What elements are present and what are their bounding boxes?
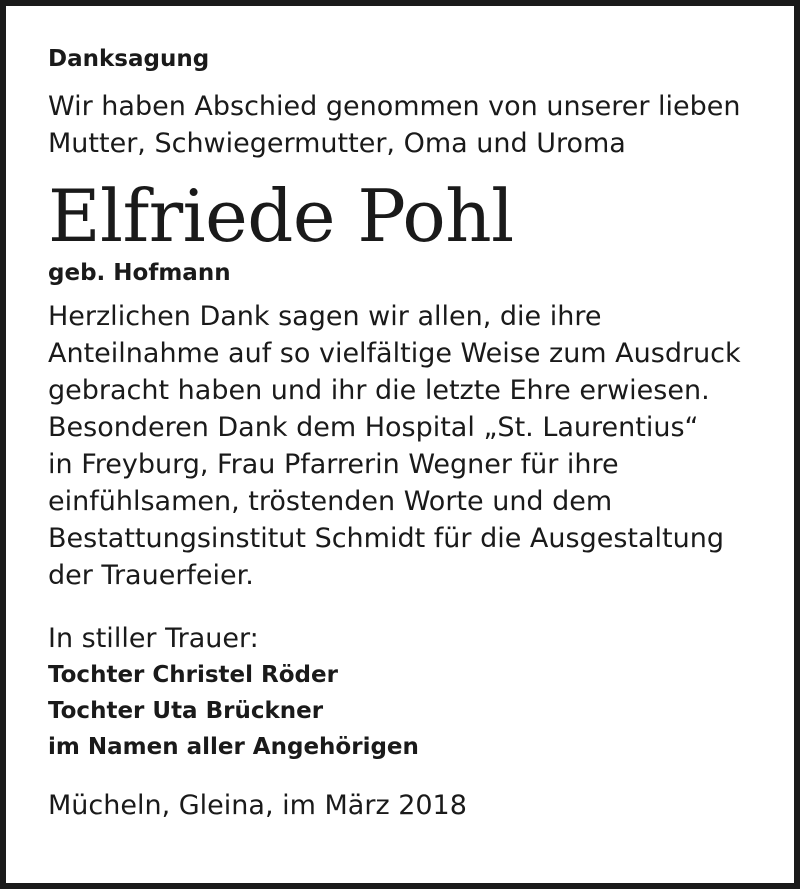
- signer-name: Tochter Uta Brückner: [48, 698, 324, 724]
- obituary-content: [48, 42, 768, 824]
- thanks-line: gebracht haben und ihr die letzte Ehre erwiesen.: [48, 375, 710, 406]
- thanks-line: einfühlsamen, tröstenden Worte und dem: [48, 486, 613, 517]
- intro-line: Wir haben Abschied genommen von unserer lieben: [48, 91, 741, 122]
- intro-line: Mutter, Schwiegermutter, Oma und Uroma: [48, 128, 626, 159]
- thanks-line: Herzlichen Dank sagen wir allen, die ihre: [48, 301, 602, 332]
- thanks-line: der Trauerfeier.: [48, 560, 254, 591]
- intro-text: [48, 88, 768, 162]
- thanks-text: [48, 298, 768, 594]
- deceased-name: Elfriede Pohl: [48, 174, 514, 258]
- notice-heading: Danksagung: [48, 46, 210, 72]
- thanks-line: in Freyburg, Frau Pfarrerin Wegner für ihre: [48, 449, 619, 480]
- signers-list: [48, 657, 768, 765]
- maiden-name: geb. Hofmann: [48, 260, 231, 286]
- place-and-date: Mücheln, Gleina, im März 2018: [48, 790, 467, 821]
- signer-name: Tochter Christel Röder: [48, 662, 338, 688]
- thanks-line: Anteilnahme auf so vielfältige Weise zum Ausdruck: [48, 338, 741, 369]
- mourning-label: In stiller Trauer:: [48, 623, 259, 654]
- thanks-line: Bestattungsinstitut Schmidt für die Ausgestaltung: [48, 523, 724, 554]
- signer-name: im Namen aller Angehörigen: [48, 734, 419, 760]
- thanks-line: Besonderen Dank dem Hospital „St. Laurentius“: [48, 412, 699, 443]
